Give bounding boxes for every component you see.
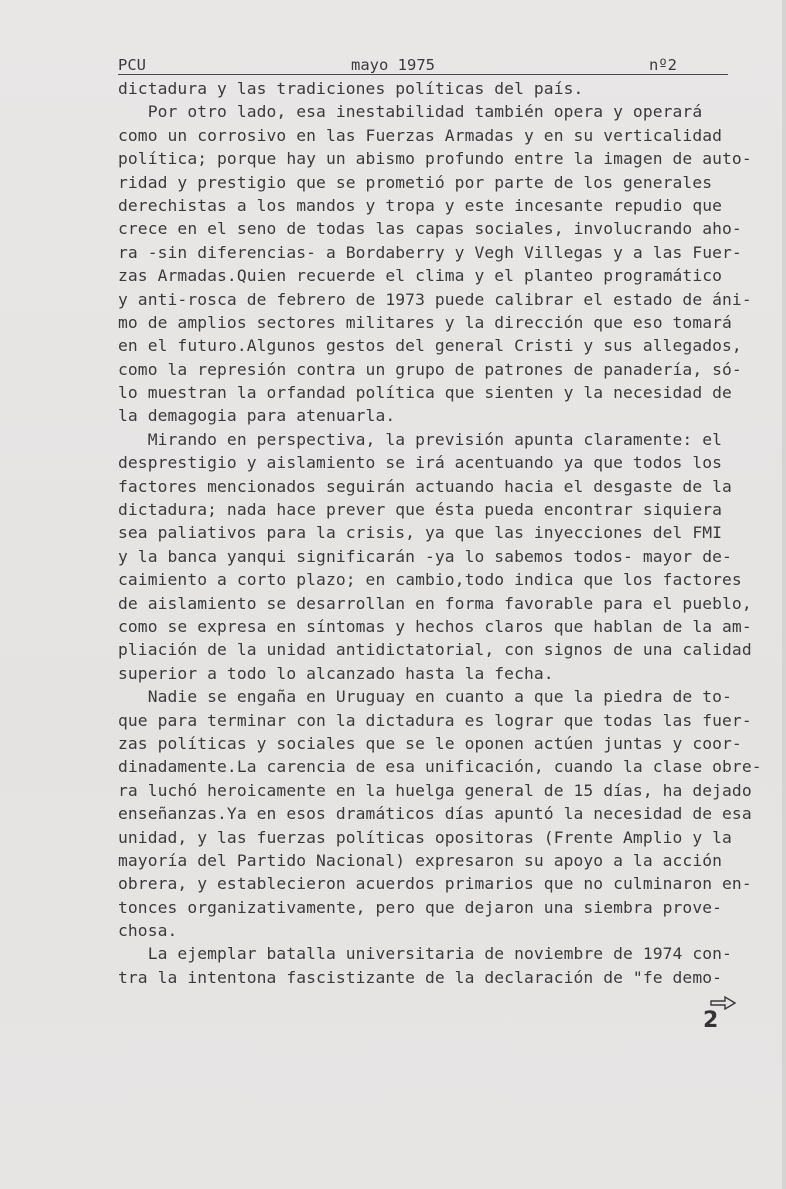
text-line: de aislamiento se desarrollan en forma favorable para el pueblo, xyxy=(118,593,752,613)
text-line: lo muestran la orfandad política que sienten y la necesidad de xyxy=(118,383,732,403)
text-line: la demagogia para atenuarla. xyxy=(118,406,396,426)
text-line: política; porque hay un abismo profundo entre la imagen de auto- xyxy=(118,149,752,169)
body-text xyxy=(118,77,762,989)
text-line: mo de amplios sectores militares y la dirección que eso tomará xyxy=(118,312,732,332)
text-line: en el futuro.Algunos gestos del general Cristi y sus allegados, xyxy=(118,336,742,356)
header-left: PCU xyxy=(118,56,146,74)
text-line: chosa. xyxy=(118,921,178,941)
text-line: crece en el seno de todas las capas sociales, involucrando aho- xyxy=(118,219,742,239)
text-line: unidad, y las fuerzas políticas opositoras (Frente Amplio y la xyxy=(118,827,732,847)
header-date: mayo 1975 xyxy=(351,56,435,74)
text-line: y la banca yanqui significarán -ya lo sabemos todos- mayor de- xyxy=(118,546,732,566)
text-line: como un corrosivo en las Fuerzas Armadas y en su verticalidad xyxy=(118,125,723,145)
text-line: Nadie se engaña en Uruguay en cuanto a que la piedra de to- xyxy=(118,687,732,707)
text-line: dinadamente.La carencia de esa unificación, cuando la clase obre- xyxy=(118,757,762,777)
header-issue-number: nº2 xyxy=(649,56,677,74)
text-line: mayoría del Partido Nacional) expresaron su apoyo a la acción xyxy=(118,850,723,870)
text-line: La ejemplar batalla universitaria de noviembre de 1974 con- xyxy=(118,944,732,964)
text-line: ra luchó heroicamente en la huelga general de 15 días, ha dejado xyxy=(118,780,752,800)
page-header xyxy=(118,56,728,76)
text-line: dictadura y las tradiciones políticas del país. xyxy=(118,79,584,98)
text-line: factores mencionados seguirán actuando hacia el desgaste de la xyxy=(118,476,732,496)
text-line: tra la intentona fascistizante de la declaración de "fe demo- xyxy=(118,967,723,987)
text-line: ridad y prestigio que se prometió por parte de los generales xyxy=(118,172,713,192)
text-line: sea paliativos para la crisis, ya que las inyecciones del FMI xyxy=(118,523,723,543)
text-line: desprestigio y aislamiento se irá acentuando ya que todos los xyxy=(118,453,723,473)
text-line: y anti-rosca de febrero de 1973 puede calibrar el estado de áni- xyxy=(118,289,752,309)
text-line: pliación de la unidad antidictatorial, con signos de una calidad xyxy=(118,640,752,660)
text-line: como la represión contra un grupo de patrones de panadería, só- xyxy=(118,359,742,379)
text-line: ra -sin diferencias- a Bordaberry y Vegh Villegas y a las Fuer- xyxy=(118,242,742,262)
text-line: derechistas a los mandos y tropa y este incesante repudio que xyxy=(118,195,723,215)
page-edge xyxy=(782,0,786,1189)
text-line: como se expresa en síntomas y hechos claros que hablan de la am- xyxy=(118,616,752,636)
text-line: superior a todo lo alcanzado hasta la fecha. xyxy=(118,663,554,683)
text-line: Mirando en perspectiva, la previsión apunta claramente: el xyxy=(118,429,723,449)
text-line: zas Armadas.Quien recuerde el clima y el planteo programático xyxy=(118,266,723,286)
text-line: zas políticas y sociales que se le oponen actúen juntas y coor- xyxy=(118,733,742,753)
text-line: que para terminar con la dictadura es lograr que todas las fuer- xyxy=(118,710,752,730)
text-line: enseñanzas.Ya en esos dramáticos días apuntó la necesidad de esa xyxy=(118,804,752,824)
text-line: Por otro lado, esa inestabilidad también opera y operará xyxy=(118,102,703,122)
text-line: dictadura; nada hace prever que ésta pueda encontrar siquiera xyxy=(118,500,723,520)
text-line: tonces organizativamente, pero que dejaron una siembra prove- xyxy=(118,897,723,917)
text-line: caimiento a corto plazo; en cambio,todo indica que los factores xyxy=(118,570,742,590)
header-rule xyxy=(118,74,728,75)
page-number: 2 xyxy=(703,1008,719,1033)
text-line: obrera, y establecieron acuerdos primarios que no culminaron en- xyxy=(118,874,752,894)
